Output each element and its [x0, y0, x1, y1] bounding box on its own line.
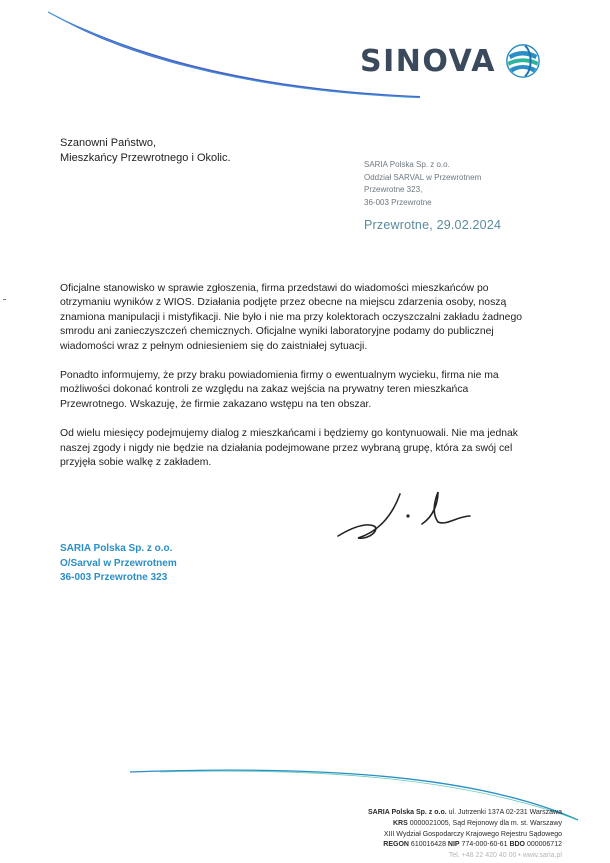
- sig-company: SARIA Polska Sp. z o.o.: [60, 543, 173, 554]
- sender-address: [364, 159, 481, 209]
- footer-bdo-label: BDO: [509, 841, 525, 849]
- greeting: [60, 136, 231, 166]
- sender-street: Przewrotne 323,: [364, 185, 423, 194]
- sinova-globe-icon: [504, 42, 542, 80]
- greeting-line-1: Szanowni Państwo,: [60, 137, 156, 149]
- footer-line-1: [300, 808, 562, 819]
- footer-line-2: [300, 819, 562, 830]
- letter-body: [60, 282, 530, 485]
- footer-faded-line: Tel. +48 22 420 40 00 • www.saria.pl: [448, 852, 562, 860]
- footer-regon-label: REGON: [383, 841, 409, 849]
- sig-address: 36-003 Przewrotne 323: [60, 572, 168, 583]
- sig-branch: O/Sarval w Przewrotnem: [60, 557, 177, 569]
- footer-krs-label: KRS: [393, 819, 408, 827]
- scan-edge-mark: [3, 299, 6, 300]
- sender-postal: 36-003 Przewrotne: [364, 197, 432, 207]
- footer-company: SARIA Polska Sp. z o.o.: [367, 809, 447, 816]
- greeting-line-2: Mieszkańcy Przewrotnego i Okolic.: [60, 152, 231, 164]
- footer: [300, 808, 562, 862]
- signature-block: [60, 542, 177, 586]
- logo-text: SINOVA: [360, 43, 496, 79]
- footer-line-4: [300, 840, 562, 851]
- footer-regon-value: 610016428: [410, 841, 446, 849]
- paragraph-3: Od wielu miesięcy podejmujemy dialog z mieszkańcami i będziemy go kontynuowali. Nie ma jednak naszej zgody i nigdy nie będzie na działania podejmowane przez wybraną grupę, która za swój cel przyjęła sobie walkę z zakładem.: [60, 428, 518, 469]
- footer-bdo-value: 000006712: [526, 841, 562, 849]
- paragraph-2: Ponadto informujemy, że przy braku powiadomienia firmy o ewentualnym wycieku, firma nie ma możliwości dokonać kontroli ze względu na zakaz wejścia na prywatny teren mieszkańca Przewrotnego. Wskazuję, że firmie zakazano wstępu na ten obszar.: [60, 370, 499, 410]
- handwritten-signature: [334, 486, 484, 546]
- sender-branch: Oddział SARVAL w Przewrotnem: [364, 172, 482, 182]
- footer-court: XIII Wydział Gospodarczy Krajowego Rejestru Sądowego: [383, 830, 562, 838]
- company-logo: [360, 42, 542, 80]
- letter-date: Przewrotne, 29.02.2024: [364, 218, 502, 232]
- footer-nip-label: NIP: [447, 841, 460, 849]
- paragraph-1: Oficjalne stanowisko w sprawie zgłoszenia, firma przedstawi do wiadomości mieszkańców po otrzymaniu wyników z WIOS. Działania podjęte przez obecne na miejscu zdarzenia osoby, noszą znamiona manipulacji i mistyfikacji. Nie było i nie ma przy kolektorach oczyszczalni zakładu żadnego smrodu ani zanieczyszczeń chemicznych. Oficjalne wyniki laboratoryjne podamy do publicznej wiadomości wraz z pełnym odniesieniem się do zaistniałej sytuacji.: [60, 283, 523, 352]
- footer-krs-value: 0000021005, Sąd Rejonowy dla m. st. Warszawy: [409, 819, 562, 827]
- footer-address: ul. Jutrzenki 137A 02-231 Warszawa: [448, 809, 562, 816]
- footer-nip-value: 774-000-60-61: [461, 841, 508, 849]
- sender-company: SARIA Polska Sp. z o.o.: [364, 160, 450, 169]
